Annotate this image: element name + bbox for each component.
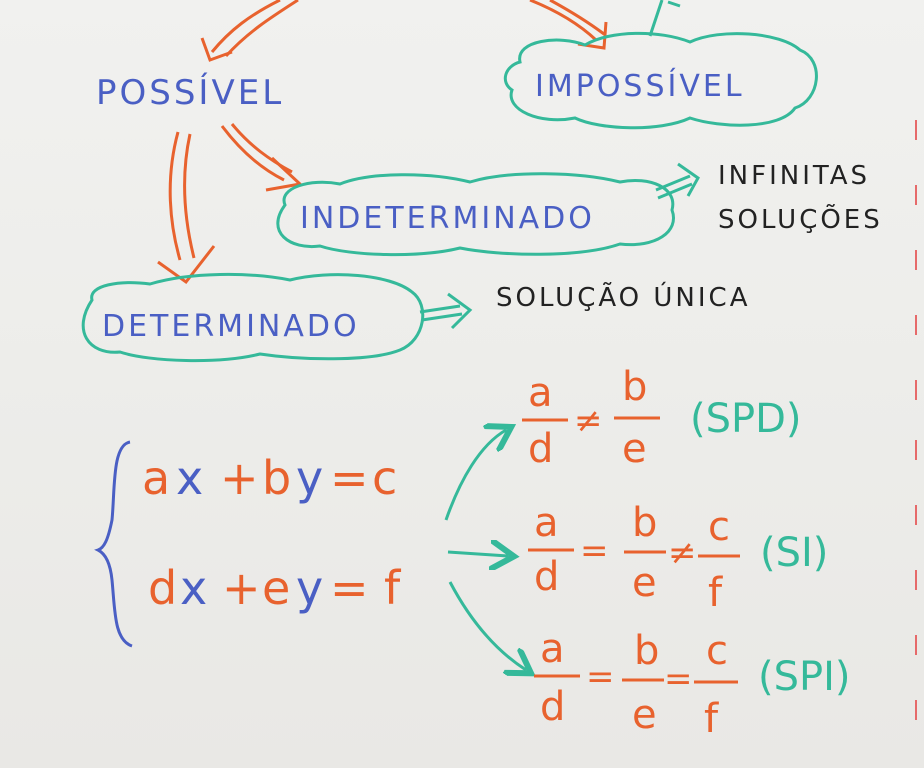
arrow-possivel-to-determinado: [158, 132, 214, 282]
svg-text:b: b: [632, 500, 658, 546]
arrow-to-si: [448, 552, 508, 556]
svg-text:f: f: [704, 696, 719, 742]
label-solucao-unica: SOLUÇÃO ÚNICA: [496, 283, 751, 313]
label-impossivel: IMPOSSÍVEL: [535, 69, 745, 104]
equation-1: [142, 451, 397, 505]
system-brace: [98, 442, 132, 646]
arrow-to-spd: [446, 430, 506, 520]
const-f: f: [384, 561, 401, 615]
case-spd: [522, 364, 802, 472]
coef-b: b: [262, 451, 292, 505]
arrow-determinado-to-unica: [420, 294, 470, 328]
label-possivel: POSSÍVEL: [96, 73, 285, 113]
svg-text:d: d: [528, 426, 554, 472]
svg-text:=: =: [664, 659, 693, 699]
svg-text:d: d: [534, 554, 560, 600]
svg-text:≠: ≠: [668, 533, 697, 573]
svg-text:=: =: [586, 657, 615, 697]
svg-text:a: a: [540, 626, 565, 672]
svg-text:e: e: [632, 560, 657, 606]
label-si: (SI): [760, 530, 829, 576]
coef-d: d: [148, 561, 178, 615]
case-spi: [534, 626, 851, 742]
arrow-possivel-to-indeterminado: [222, 124, 300, 190]
svg-text:e: e: [632, 692, 657, 738]
arrow-to-spi: [450, 582, 526, 670]
op-eq: =: [330, 451, 369, 505]
svg-text:b: b: [634, 628, 660, 674]
svg-text:a: a: [534, 500, 559, 546]
svg-text:c: c: [708, 504, 730, 550]
var-x: x: [180, 561, 208, 615]
label-solucoes: SOLUÇÕES: [718, 205, 883, 235]
svg-text:c: c: [706, 628, 728, 674]
arrow-indeterminado-to-infinitas: [656, 164, 698, 198]
coef-a: a: [142, 451, 171, 505]
const-c: c: [372, 451, 398, 505]
svg-text:≠: ≠: [574, 401, 603, 441]
equation-2: [148, 561, 402, 615]
var-y: y: [296, 561, 324, 615]
arrow-up-green: [650, 0, 680, 36]
svg-text:a: a: [528, 370, 553, 416]
var-y: y: [296, 451, 324, 505]
var-x: x: [176, 451, 204, 505]
label-infinitas: INFINITAS: [718, 161, 871, 191]
svg-text:e: e: [622, 426, 647, 472]
coef-e: e: [262, 561, 291, 615]
case-si: [528, 500, 828, 616]
arrow-to-possivel: [202, 0, 298, 60]
label-spd: (SPD): [690, 396, 802, 442]
svg-text:b: b: [622, 364, 648, 410]
op-plus: +: [220, 451, 259, 505]
label-indeterminado: INDETERMINADO: [300, 201, 595, 236]
label-spi: (SPI): [758, 654, 851, 700]
svg-text:=: =: [580, 531, 609, 571]
svg-text:f: f: [708, 570, 723, 616]
svg-text:d: d: [540, 684, 566, 730]
op-plus: +: [222, 561, 261, 615]
op-eq: =: [330, 561, 369, 615]
label-determinado: DETERMINADO: [102, 309, 360, 344]
